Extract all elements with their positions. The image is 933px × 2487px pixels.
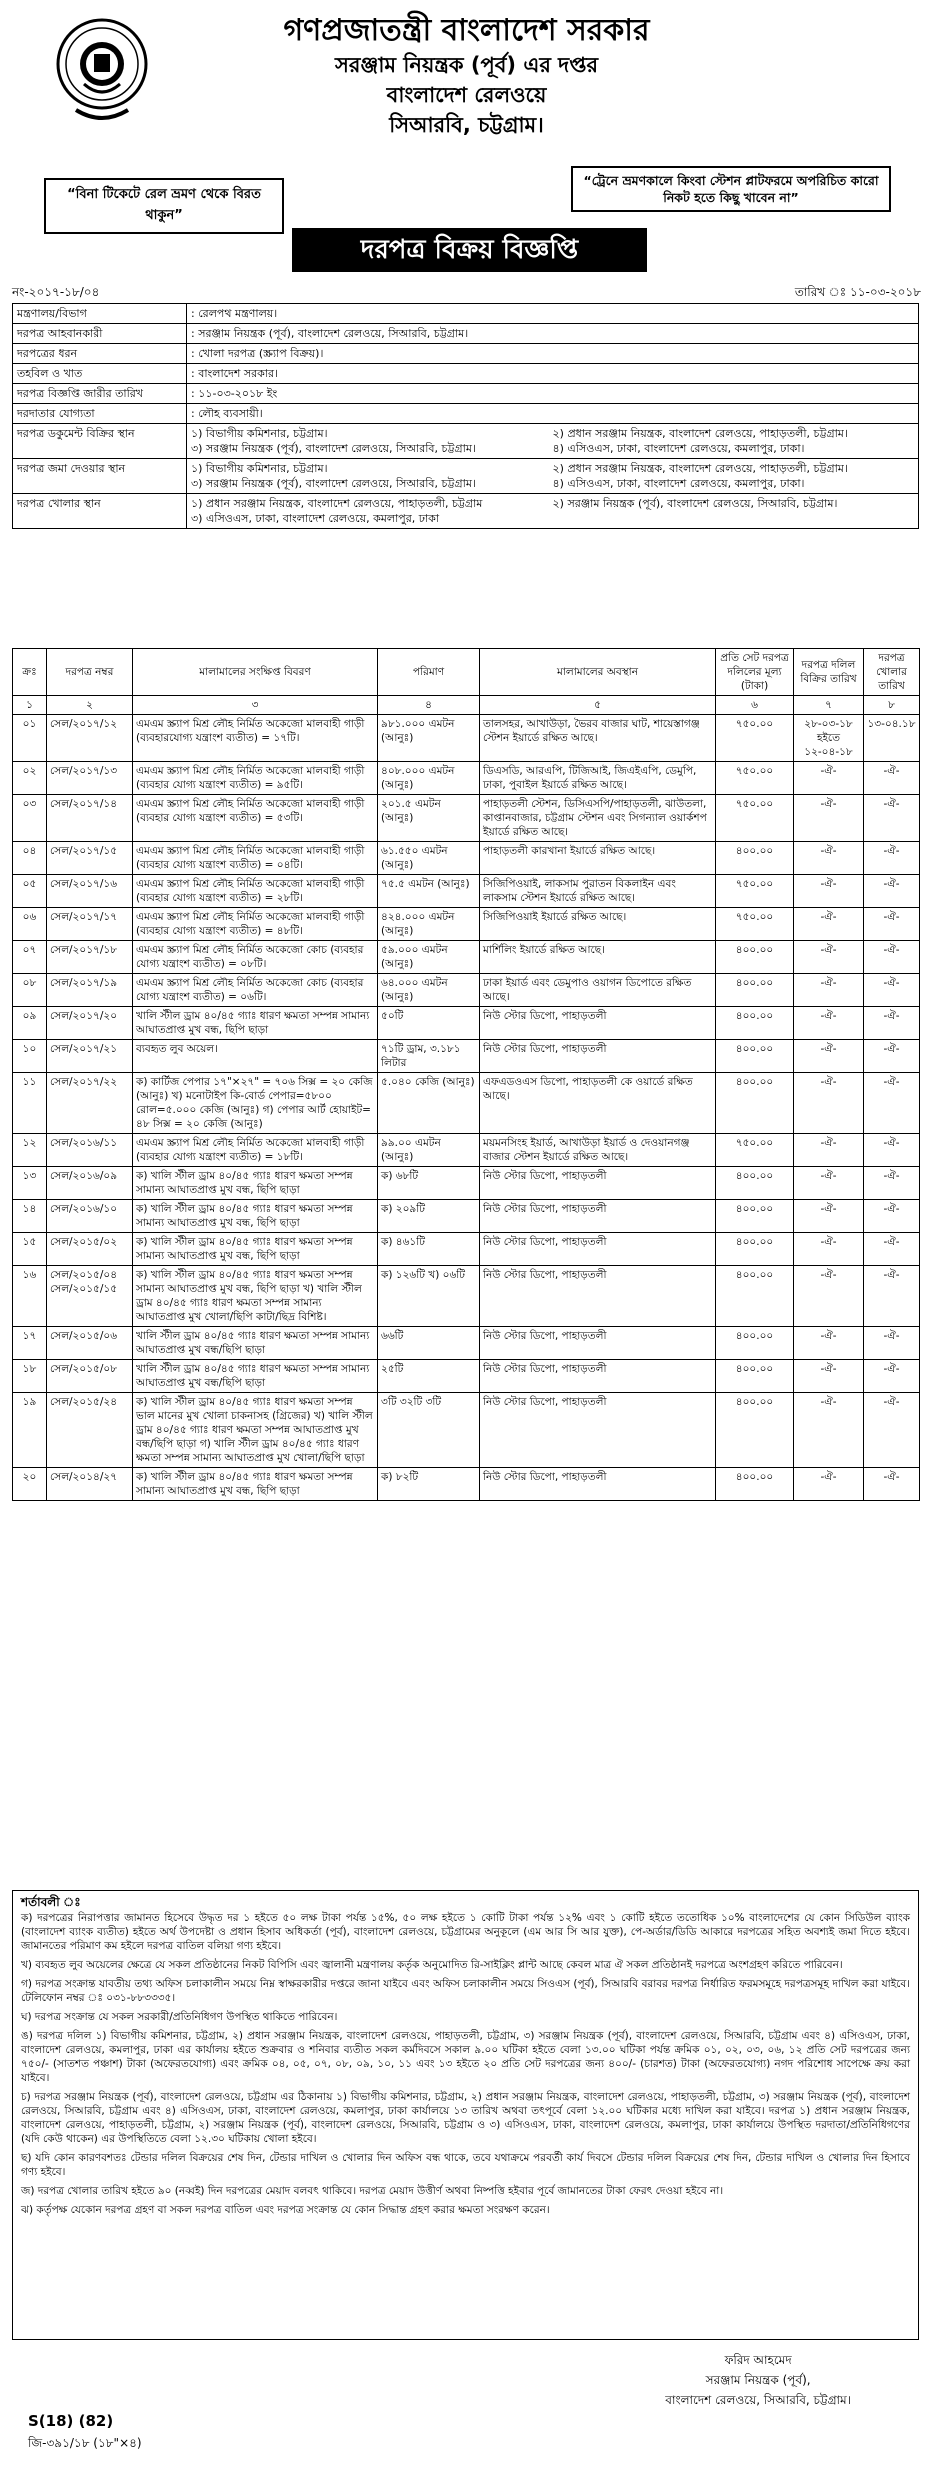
column-number: ৮	[864, 696, 920, 715]
table-row	[13, 715, 920, 762]
footer	[12, 2350, 921, 2480]
cell-quantity: ৬৬টি	[378, 1327, 480, 1360]
cell-tender-number: সেল/২০১৭/১৪	[47, 795, 133, 842]
signer-name: ফরিদ আহমেদ	[724, 2353, 792, 2367]
cell-serial: ১৭	[13, 1327, 47, 1360]
cell-sale-date: -ঐ-	[794, 1073, 864, 1134]
cell-description: এমএম স্ক্র্যাপ মিশ্র লৌহ নির্মিত অকেজো মালবাহী গাড়ী (ব্যবহার যোগ্য যন্ত্রাংশ ব্যতীত) = ৪৮টি।	[133, 908, 378, 941]
cell-tender-number: সেল/২০১৬/১০	[47, 1200, 133, 1233]
cell-document-price: ৪০০.০০	[716, 1167, 794, 1200]
cell-sale-date: -ঐ-	[794, 1233, 864, 1266]
cell-quantity: ৯৯.০০ এমটন (আনুঃ)	[378, 1134, 480, 1167]
cell-serial: ০৪	[13, 842, 47, 875]
column-number: ৭	[794, 696, 864, 715]
cell-opening-date: -ঐ-	[864, 795, 920, 842]
cell-location: নিউ স্টোর ডিপো, পাহাড়তলী	[480, 1360, 716, 1393]
cell-quantity: ক) ৮২টি	[378, 1468, 480, 1501]
cell-location: পাহাড়তলী স্টেশন, ডিসিএসপি/পাহাড়তলী, ঝাউতলা, কাপ্তানবাজার, চট্টগ্রাম স্টেশন এবং সিগন্যাল ওয়ার্কশপ ইয়ার্ডে রক্ষিত আছে।	[480, 795, 716, 842]
place-item: ২) প্রধান সরঞ্জাম নিয়ন্ত্রক, বাংলাদেশ রেলওয়ে, পাহাড়তলী, চট্টগ্রাম।	[552, 427, 848, 440]
cell-opening-date: -ঐ-	[864, 842, 920, 875]
places-right	[553, 426, 915, 456]
signer-office: বাংলাদেশ রেলওয়ে, সিআরবি, চট্টগ্রাম।	[665, 2393, 851, 2407]
table-row	[13, 762, 920, 795]
cell-tender-number: সেল/২০১৫/০২	[47, 1233, 133, 1266]
place-item: ৩) সরঞ্জাম নিয়ন্ত্রক (পূর্ব), বাংলাদেশ রেলওয়ে, সিআরবি, চট্টগ্রাম।	[191, 442, 476, 455]
conditions-title: শর্তাবলী ঃ	[21, 1895, 81, 1909]
cell-sale-date: -ঐ-	[794, 1007, 864, 1040]
info-row	[13, 404, 919, 424]
cell-quantity: ক) ১২৬টি খ) ০৬টি	[378, 1266, 480, 1327]
cell-tender-number: সেল/২০১৭/১৬	[47, 875, 133, 908]
condition-item: ক) দরপত্রের নিরাপত্তার জামানত হিসেবে উদ্ধৃত দর ১ হইতে ৫০ লক্ষ টাকা পর্যন্ত ১৫%, ৫০ লক্ষ হইতে ১ কোটি টাকা পর্যন্ত ১২% এবং ১ কোটি হইতে ততোধিক ১০% বাংলাদেশের যে কোন সিডিউল ব্যাংক (বাংলাদেশ ব্যাংক ব্যতীত) হইতে অর্থ উপদেষ্টা ও প্রধান হিসাব অধিকর্তা (পূর্ব), বাংলাদেশ রেলওয়ে, চট্টগ্রামের অনুকূলে (এম আর সি আর যুক্ত), পে-অর্ডার/ডিডি আকারে দরপত্রের সহিত অবশ্যই জমা দিতে হইবে। জামানতের পরিমাণ কম হইলে দরপত্র বাতিল বলিয়া গণ্য হইবে।	[21, 1912, 910, 1952]
cell-sale-date: -ঐ-	[794, 1393, 864, 1468]
place-item: ১) প্রধান সরঞ্জাম নিয়ন্ত্রক, বাংলাদেশ রেলওয়ে, পাহাড়তলী, চট্টগ্রাম	[191, 497, 483, 510]
cell-serial: ০৫	[13, 875, 47, 908]
cell-location: তালসহর, আখাউড়া, ভৈরব বাজার ঘাট, শায়েস্তাগঞ্জ স্টেশন ইয়ার্ডে রক্ষিত আছে।	[480, 715, 716, 762]
cell-serial: ০৩	[13, 795, 47, 842]
places-list	[191, 426, 914, 456]
table-row	[13, 1167, 920, 1200]
cell-tender-number: সেল/২০১৫/০৪ সেল/২০১৫/১৫	[47, 1266, 133, 1327]
column-number: ২	[47, 696, 133, 715]
cell-tender-number: সেল/২০১৭/২১	[47, 1040, 133, 1073]
cell-description: ক) খালি স্টীল ড্রাম ৪০/৪৫ গ্যাঃ ধারণ ক্ষমতা সম্পন্ন সামান্য আঘাতপ্রাপ্ত মুখ বন্ধ, ছিপি ছাড়া	[133, 1468, 378, 1501]
info-key: দরপত্রের ধরন	[13, 344, 187, 364]
cell-serial: ১০	[13, 1040, 47, 1073]
cell-quantity: ক) ৬৮টি	[378, 1167, 480, 1200]
cell-sale-date: -ঐ-	[794, 842, 864, 875]
table-row	[13, 1393, 920, 1468]
cell-tender-number: সেল/২০১৬/০৯	[47, 1167, 133, 1200]
place-item: ১) বিভাগীয় কমিশনার, চট্টগ্রাম।	[191, 462, 328, 475]
cell-description: খালি স্টীল ড্রাম ৪০/৪৫ গ্যাঃ ধারণ ক্ষমতা সম্পন্ন সামান্য আঘাতপ্রাপ্ত মুখ বন্ধ, ছিপি ছাড়া	[133, 1007, 378, 1040]
info-row-open-places	[13, 494, 919, 529]
cell-location: নিউ স্টোর ডিপো, পাহাড়তলী	[480, 1266, 716, 1327]
table-row	[13, 795, 920, 842]
cell-sale-date: -ঐ-	[794, 974, 864, 1007]
cell-description: এমএম স্ক্র্যাপ মিশ্র লৌহ নির্মিত অকেজো মালবাহী গাড়ী (ব্যবহার যোগ্য যন্ত্রাংশ ব্যতীত) = ২৮টি।	[133, 875, 378, 908]
cell-location: নিউ স্টোর ডিপো, পাহাড়তলী	[480, 1167, 716, 1200]
cell-quantity: ৭৫.৫ এমটন (আনুঃ)	[378, 875, 480, 908]
cell-quantity: ৫০টি	[378, 1007, 480, 1040]
cell-quantity: ৯৮১.০০০ এমটন (আনুঃ)	[378, 715, 480, 762]
place-item: ৩) এসিওএস, ঢাকা, বাংলাদেশ রেলওয়ে, কমলাপুর, ঢাকা	[191, 512, 440, 525]
cell-location: ডিএসডি, আরএপি, টিজিআই, জিএইএপি, ডেমুপি, ঢাকা, পুবাইল ইয়ার্ডে রক্ষিত আছে।	[480, 762, 716, 795]
cell-description: ব্যবহৃত লুব অয়েল।	[133, 1040, 378, 1073]
cell-tender-number: সেল/২০১৫/০৬	[47, 1327, 133, 1360]
cell-serial: ১৬	[13, 1266, 47, 1327]
cell-opening-date: -ঐ-	[864, 941, 920, 974]
cell-document-price: ৭৫০.০০	[716, 762, 794, 795]
cell-opening-date: -ঐ-	[864, 974, 920, 1007]
cell-sale-date: -ঐ-	[794, 908, 864, 941]
cell-sale-date: -ঐ-	[794, 1360, 864, 1393]
info-row	[13, 384, 919, 404]
table-row	[13, 1266, 920, 1327]
cell-quantity: ৫.০৪০ কেজি (আনুঃ)	[378, 1073, 480, 1134]
cell-description: ক) কার্টিজ পেপার ১৭"×২৭" = ৭০৬ সিক্স = ২০ কেজি (আনুঃ) খ) মনোটাইপ কি-বোর্ড পেপার=৫৮০০ রোল=৫.০০০ কেজি (আনুঃ) গ) পেপার আর্ট হোয়াইট= ৪৮ সিক্স = ২০ কেজি (আনুঃ)	[133, 1073, 378, 1134]
cell-tender-number: সেল/২০১৭/১৮	[47, 941, 133, 974]
column-number: ৩	[133, 696, 378, 715]
info-value: : রেলপথ মন্ত্রণালয়।	[187, 304, 919, 324]
info-value	[187, 424, 919, 459]
cell-document-price: ৪০০.০০	[716, 1073, 794, 1134]
cell-sale-date: -ঐ-	[794, 875, 864, 908]
cell-description: ক) খালি স্টীল ড্রাম ৪০/৪৫ গ্যাঃ ধারণ ক্ষমতা সম্পন্ন সামান্য আঘাতপ্রাপ্ত মুখ বন্ধ, ছিপি ছাড়া খ) খালি স্টীল ড্রাম ৪০/৪৫ গ্যাঃ ধারণ ক্ষমতা সম্পন্ন সামান্য আঘাতপ্রাপ্ত মুখ খোলা/ছিপি কাটা/ছিদ্র বিশিষ্ট।	[133, 1266, 378, 1327]
cell-location: সিজিপিওয়াই ইয়ার্ডে রক্ষিত আছে।	[480, 908, 716, 941]
condition-item: খ) ব্যবহৃত লুব অয়েলের ক্ষেত্রে যে সকল প্রতিষ্ঠানের নিকট বিপিসি এবং জ্বালানী মন্ত্রণালয় কর্তৃক অনুমোদিত রি-সাইক্লিং প্লান্ট আছে কেবল মাত্র ঐ সকল প্রতিষ্ঠানই দরপত্রে অংশগ্রহণ করিতে পারিবেন।	[21, 1959, 843, 1971]
cell-sale-date: -ঐ-	[794, 795, 864, 842]
table-row	[13, 875, 920, 908]
header-office-name: সরঞ্জাম নিয়ন্ত্রক (পূর্ব) এর দপ্তর	[334, 53, 599, 77]
cell-quantity: ক) ২০৯টি	[378, 1200, 480, 1233]
condition-item: ঙ) দরপত্র দলিল ১) বিভাগীয় কমিশনার, চট্টগ্রাম, ২) প্রধান সরঞ্জাম নিয়ন্ত্রক, বাংলাদেশ রেলওয়ে, পাহাড়তলী, চট্টগ্রাম, ৩) সরঞ্জাম নিয়ন্ত্রক (পূর্ব), বাংলাদেশ রেলওয়ে, সিআরবি, চট্টগ্রাম এবং ৪) এসিওএস, ঢাকা, বাংলাদেশ রেলওয়ে, কমলাপুর, ঢাকা এর কার্যালয় হইতে শুক্রবার ও শনিবার ব্যতীত সকল কর্মদিবসে সকাল ৯.০০ ঘটিকা হইতে বেলা ১৩.০০ ঘটিকা পর্যন্ত ক্রমিক ০১, ০২, ০৩, ০৬, ১২ প্রতি সেট দরপত্রের জন্য ৭৫০/- (সাতশত পঞ্চাশ) টাকা (অফেরতযোগ্য) এবং ক্রমিক ০৪, ০৫, ০৭, ০৮, ০৯, ১০, ১১ এবং ১৩ হইতে ২০ প্রতি সেট দরপত্রের জন্য ৪০০/- (চারশত) টাকা (অফেরতযোগ্য) নগদ পরিশোধ সাপেক্ষে ক্রয় করা যাইবে।	[21, 2030, 910, 2084]
place-item: ১) বিভাগীয় কমিশনার, চট্টগ্রাম।	[191, 427, 328, 440]
cell-description: এমএম স্ক্র্যাপ মিশ্র লৌহ নির্মিত অকেজো কোচ (ব্যবহার যোগ্য যন্ত্রাংশ ব্যতীত) = ০৮টি।	[133, 941, 378, 974]
cell-serial: ১২	[13, 1134, 47, 1167]
cell-description: এমএম স্ক্র্যাপ মিশ্র লৌহ নির্মিত অকেজো মালবাহী গাড়ী (ব্যবহার যোগ্য যন্ত্রাংশ ব্যতীত) = ১৮টি।	[133, 1134, 378, 1167]
condition-item: ঝ) কর্তৃপক্ষ যেকোন দরপত্র গ্রহণ বা সকল দরপত্র বাতিল এবং দরপত্র সংক্রান্ত যে কোন সিদ্ধান্ত গ্রহণ করার ক্ষমতা সংরক্ষণ করেন।	[21, 2204, 550, 2216]
cell-quantity: ক) ৪৬১টি	[378, 1233, 480, 1266]
table-row	[13, 974, 920, 1007]
cell-tender-number: সেল/২০১৭/১৯	[47, 974, 133, 1007]
places-left	[191, 496, 553, 526]
condition-item: ছ) যদি কোন কারণবশতঃ টেন্ডার দলিল বিক্রয়ের শেষ দিন, টেন্ডার দাখিল ও খোলার দিন অফিস বন্ধ থাকে, তবে যথাক্রমে পরবর্তী কার্য দিবসে টেন্ডার দলিল বিক্রয়ের শেষ দিন, টেন্ডার দাখিল ও খোলার দিন হিসাবে গণ্য হইবে।	[21, 2152, 910, 2178]
table-row	[13, 1073, 920, 1134]
reference-number: নং-২০১৭-১৮/০৪	[12, 285, 100, 299]
lots-table	[12, 648, 920, 1501]
header-organization: বাংলাদেশ রেলওয়ে	[386, 83, 547, 107]
cell-opening-date: -ঐ-	[864, 1134, 920, 1167]
cell-opening-date: -ঐ-	[864, 1468, 920, 1501]
info-value	[187, 494, 919, 529]
column-header: প্রতি সেট দরপত্র দলিলের মূল্য (টাকা)	[716, 649, 794, 696]
header-address: সিআরবি, চট্টগ্রাম।	[389, 113, 544, 137]
info-row-sale-places	[13, 424, 919, 459]
info-table	[12, 303, 919, 529]
column-number: ৪	[378, 696, 480, 715]
column-header: দরপত্র দলিল বিক্রির তারিখ	[794, 649, 864, 696]
cell-opening-date: -ঐ-	[864, 1233, 920, 1266]
info-value: : ১১-০৩-২০১৮ ইং	[187, 384, 919, 404]
table-row	[13, 941, 920, 974]
cell-quantity: ৫৯.০০০ এমটন (আনুঃ)	[378, 941, 480, 974]
cell-description: এমএম স্ক্র্যাপ মিশ্র লৌহ নির্মিত অকেজো মালবাহী গাড়ী (ব্যবহার যোগ্য যন্ত্রাংশ ব্যতীত) = ৫৩টি।	[133, 795, 378, 842]
notice-date: তারিখ ঃ ১১-০৩-২০১৮	[794, 285, 921, 299]
place-item: ৪) এসিওএস, ঢাকা, বাংলাদেশ রেলওয়ে, কমলাপুর, ঢাকা।	[552, 477, 805, 490]
cell-document-price: ৪০০.০০	[716, 1468, 794, 1501]
column-number: ১	[13, 696, 47, 715]
notice-box-left: “বিনা টিকেটে রেল ভ্রমণ থেকে বিরত থাকুন”	[44, 178, 284, 234]
cell-opening-date: -ঐ-	[864, 1393, 920, 1468]
cell-serial: ০৭	[13, 941, 47, 974]
places-right	[553, 461, 915, 491]
cell-opening-date: -ঐ-	[864, 1200, 920, 1233]
info-value: : সরঞ্জাম নিয়ন্ত্রক (পূর্ব), বাংলাদেশ রেলওয়ে, সিআরবি, চট্টগ্রাম।	[187, 324, 919, 344]
cell-description: খালি স্টীল ড্রাম ৪০/৪৫ গ্যাঃ ধারণ ক্ষমতা সম্পন্ন সামান্য আঘাতপ্রাপ্ত মুখ বন্ধ/ছিপি ছাড়া	[133, 1360, 378, 1393]
cell-sale-date: ২৮-০৩-১৮ হইতে ১২-০৪-১৮	[794, 715, 864, 762]
cell-serial: ১১	[13, 1073, 47, 1134]
cell-document-price: ৭৫০.০০	[716, 908, 794, 941]
cell-document-price: ৪০০.০০	[716, 1007, 794, 1040]
cell-tender-number: সেল/২০১৭/১৩	[47, 762, 133, 795]
header-government-title: গণপ্রজাতন্ত্রী বাংলাদেশ সরকার	[283, 13, 650, 48]
condition-item: ঘ) দরপত্র সংক্রান্ত যে সকল সরকারী/প্রতিনিধিগণ উপস্থিত থাকিতে পারিবেন।	[21, 2011, 338, 2023]
cell-location: ঢাকা ইয়ার্ড এবং ডেমুপাও ওয়াগন ডিপোতে রক্ষিত আছে।	[480, 974, 716, 1007]
cell-document-price: ৪০০.০০	[716, 1393, 794, 1468]
table-row	[13, 842, 920, 875]
cell-location: সিজিপিওয়াই, লাকসাম পুরাতন বিকলাইন এবং লাকসাম স্টেশন ইয়ার্ডে রক্ষিত আছে।	[480, 875, 716, 908]
cell-sale-date: -ঐ-	[794, 1040, 864, 1073]
cell-opening-date: -ঐ-	[864, 1007, 920, 1040]
condition-item: গ) দরপত্র সংক্রান্ত যাবতীয় তথ্য অফিস চলাকালীন সময়ে নিম্ন স্বাক্ষরকারীর দপ্তরে জানা যাইবে এবং অফিস চলাকালীন সময়ে সিওএস (পূর্ব), সিআরবি বরাবর দরপত্র নির্ধারিত ফরমসমূহে দরপত্রসমূহ দাখিল করা যাইবে। টেলিফোন নম্বর ঃ ০৩১-৮৮৩৩৩৫।	[21, 1978, 910, 2004]
info-row	[13, 364, 919, 384]
table-row	[13, 1007, 920, 1040]
cell-document-price: ৪০০.০০	[716, 941, 794, 974]
place-item: ৩) সরঞ্জাম নিয়ন্ত্রক (পূর্ব), বাংলাদেশ রেলওয়ে, সিআরবি, চট্টগ্রাম।	[191, 477, 476, 490]
info-value: : লৌহ ব্যবসায়ী।	[187, 404, 919, 424]
place-item: ৪) এসিওএস, ঢাকা, বাংলাদেশ রেলওয়ে, কমলাপুর, ঢাকা।	[552, 442, 805, 455]
cell-location: নিউ স্টোর ডিপো, পাহাড়তলী	[480, 1393, 716, 1468]
column-header: মালামালের সংক্ষিপ্ত বিবরণ	[133, 649, 378, 696]
info-key: দরপত্র খোলার স্থান	[13, 494, 187, 529]
condition-item: চ) দরপত্র সরঞ্জাম নিয়ন্ত্রক (পূর্ব), বাংলাদেশ রেলওয়ে, চট্টগ্রাম এর ঠিকানায় ১) বিভাগীয় কমিশনার, চট্টগ্রাম, ২) প্রধান সরঞ্জাম নিয়ন্ত্রক, বাংলাদেশ রেলওয়ে, পাহাড়তলী, চট্টগ্রাম, ৩) সরঞ্জাম নিয়ন্ত্রক (পূর্ব), বাংলাদেশ রেলওয়ে, সিআরবি, চট্টগ্রাম এবং ৪) এসিওএস, ঢাকা, বাংলাদেশ রেলওয়ে, কমলাপুর, ঢাকা কার্যালয়ে ১৩ তারিখ অথবা তৎপূর্বে বেলা ১২.০০ ঘটিকার মধ্যে দাখিল করা যাইবে। দরপত্র ১) প্রধান সরঞ্জাম নিয়ন্ত্রক, বাংলাদেশ রেলওয়ে, পাহাড়তলী, চট্টগ্রাম, ২) সরঞ্জাম নিয়ন্ত্রক (পূর্ব), বাংলাদেশ রেলওয়ে, সিআরবি, চট্টগ্রাম ও ৩) এসিওএস, ঢাকা, বাংলাদেশ রেলওয়ে, কমলাপুর, ঢাকা কার্যালয়ে উপস্থিত দরদাতা/প্রতিনিধিগণের (যদি কেউ থাকেন) এর উপস্থিতিতে বেলা ১২.৩০ ঘটিকায় খোলা হইবে।	[21, 2091, 910, 2145]
cell-sale-date: -ঐ-	[794, 1134, 864, 1167]
cell-description: খালি স্টীল ড্রাম ৪০/৪৫ গ্যাঃ ধারণ ক্ষমতা সম্পন্ন সামান্য আঘাতপ্রাপ্ত মুখ বন্ধ/ছিপি ছাড়া	[133, 1327, 378, 1360]
cell-description: ক) খালি স্টীল ড্রাম ৪০/৪৫ গ্যাঃ ধারণ ক্ষমতা সম্পন্ন ভাল মানের মুখ খোলা চাকনাসহ (গ্রিজের) খ) খালি স্টীল ড্রাম ৪০/৪৫ গ্যাঃ ধারণ ক্ষমতা সম্পন্ন আঘাতপ্রাপ্ত মুখ বন্ধ/ছিপি ছাড়া গ) খালি স্টীল ড্রাম ৪০/৪৫ গ্যাঃ ধারণ ক্ষমতা সম্পন্ন সামান্য আঘাতপ্রাপ্ত মুখ খোলা/ছিপি ছাড়া	[133, 1393, 378, 1468]
cell-sale-date: -ঐ-	[794, 1327, 864, 1360]
cell-quantity: ৬৪.০০০ এমটন (আনুঃ)	[378, 974, 480, 1007]
column-number: ৫	[480, 696, 716, 715]
cell-location: নিউ স্টোর ডিপো, পাহাড়তলী	[480, 1007, 716, 1040]
cell-quantity: ৪০৮.০০০ এমটন (আনুঃ)	[378, 762, 480, 795]
info-key: দরপত্র বিজ্ঞপ্তি জারীর তারিখ	[13, 384, 187, 404]
notice-box-right: “ট্রেনে ভ্রমণকালে কিংবা স্টেশন প্লাটফরমে অপরিচিত কারো নিকট হতে কিছু খাবেন না”	[571, 166, 891, 212]
cell-sale-date: -ঐ-	[794, 1167, 864, 1200]
notice-banner: দরপত্র বিক্রয় বিজ্ঞপ্তি	[292, 228, 647, 272]
cell-quantity: ৩টি ৩২টি ৩টি	[378, 1393, 480, 1468]
table-row	[13, 1233, 920, 1266]
cell-document-price: ৪০০.০০	[716, 1040, 794, 1073]
info-key: তহবিল ও খাত	[13, 364, 187, 384]
conditions-section	[12, 1890, 919, 2340]
cell-tender-number: সেল/২০১৭/১২	[47, 715, 133, 762]
column-header: দরপত্র খোলার তারিখ	[864, 649, 920, 696]
cell-description: ক) খালি স্টীল ড্রাম ৪০/৪৫ গ্যাঃ ধারণ ক্ষমতা সম্পন্ন সামান্য আঘাতপ্রাপ্ত মুখ বন্ধ, ছিপি ছাড়া	[133, 1233, 378, 1266]
info-value: : খোলা দরপত্র (স্ক্র্যাপ বিক্রয়)।	[187, 344, 919, 364]
cell-tender-number: সেল/২০১৫/২৪	[47, 1393, 133, 1468]
info-key: দরপত্র জমা দেওয়ার স্থান	[13, 459, 187, 494]
cell-serial: ০৬	[13, 908, 47, 941]
cell-location: পাহাড়তলী কারখানা ইয়ার্ডে রক্ষিত আছে।	[480, 842, 716, 875]
cell-description: ক) খালি স্টীল ড্রাম ৪০/৪৫ গ্যাঃ ধারণ ক্ষমতা সম্পন্ন সামান্য আঘাতপ্রাপ্ত মুখ বন্ধ, ছিপি ছাড়া	[133, 1200, 378, 1233]
places-right	[553, 496, 915, 526]
cell-quantity: ৭১টি ড্রাম, ৩.১৮১ লিটার	[378, 1040, 480, 1073]
table-row	[13, 908, 920, 941]
cell-opening-date: -ঐ-	[864, 1073, 920, 1134]
cell-opening-date: -ঐ-	[864, 1040, 920, 1073]
cell-location: ময়মনসিংহ ইয়ার্ড, আখাউড়া ইয়ার্ড ও দেওয়ানগঞ্জ বাজার স্টেশন ইয়ার্ডে রক্ষিত আছে।	[480, 1134, 716, 1167]
cell-quantity: ৪২৪.০০০ এমটন (আনুঃ)	[378, 908, 480, 941]
cell-document-price: ৭৫০.০০	[716, 875, 794, 908]
cell-tender-number: সেল/২০১৭/১৫	[47, 842, 133, 875]
column-number: ৬	[716, 696, 794, 715]
table-header-row	[13, 649, 920, 696]
info-key: দরদাতার যোগ্যতা	[13, 404, 187, 424]
condition-item: জ) দরপত্র খোলার তারিখ হইতে ৯০ (নব্বই) দিন দরপত্রের মেয়াদ বলবৎ থাকিবে। দরপত্র মেয়াদ উত্তীর্ণ অথবা নিষ্পত্তি হইবার পূর্বে জামানতের টাকা ফেরৎ দেওয়া হইবে না।	[21, 2185, 724, 2197]
cell-description: ক) খালি স্টীল ড্রাম ৪০/৪৫ গ্যাঃ ধারণ ক্ষমতা সম্পন্ন সামান্য আঘাতপ্রাপ্ত মুখ বন্ধ, ছিপি ছাড়া	[133, 1167, 378, 1200]
cell-location: এফএডওএস ডিপো, পাহাড়তলী কে ওয়ার্ডে রক্ষিত আছে।	[480, 1073, 716, 1134]
header	[14, 8, 919, 223]
cell-location: মার্শিলিং ইয়ার্ডে রক্ষিত আছে।	[480, 941, 716, 974]
cell-sale-date: -ঐ-	[794, 941, 864, 974]
print-code: S(18) (82)	[28, 2412, 114, 2430]
cell-location: নিউ স্টোর ডিপো, পাহাড়তলী	[480, 1233, 716, 1266]
cell-sale-date: -ঐ-	[794, 1266, 864, 1327]
cell-document-price: ৪০০.০০	[716, 974, 794, 1007]
info-key: দরপত্র ডকুমেন্ট বিক্রির স্থান	[13, 424, 187, 459]
column-header: ক্রঃ	[13, 649, 47, 696]
cell-document-price: ৪০০.০০	[716, 842, 794, 875]
cell-quantity: ২০১.৫ এমটন (আনুঃ)	[378, 795, 480, 842]
cell-serial: ১৪	[13, 1200, 47, 1233]
cell-document-price: ৪০০.০০	[716, 1233, 794, 1266]
cell-opening-date: -ঐ-	[864, 1266, 920, 1327]
table-row	[13, 1040, 920, 1073]
cell-document-price: ৪০০.০০	[716, 1266, 794, 1327]
cell-location: নিউ স্টোর ডিপো, পাহাড়তলী	[480, 1200, 716, 1233]
cell-opening-date: -ঐ-	[864, 908, 920, 941]
place-item: ২) সরঞ্জাম নিয়ন্ত্রক (পূর্ব), বাংলাদেশ রেলওয়ে, সিআরবি, চট্টগ্রাম।	[552, 497, 838, 510]
print-reference: জি-৩৯১/১৮ (১৮"×৪)	[28, 2436, 142, 2450]
table-row	[13, 1327, 920, 1360]
cell-serial: ১৫	[13, 1233, 47, 1266]
cell-opening-date: -ঐ-	[864, 1327, 920, 1360]
cell-document-price: ৭৫০.০০	[716, 795, 794, 842]
cell-description: এমএম স্ক্র্যাপ মিশ্র লৌহ নির্মিত অকেজো কোচ (ব্যবহার যোগ্য যন্ত্রাংশ ব্যতীত) = ০৬টি।	[133, 974, 378, 1007]
cell-opening-date: -ঐ-	[864, 875, 920, 908]
cell-tender-number: সেল/২০১৪/২৭	[47, 1468, 133, 1501]
cell-location: নিউ স্টোর ডিপো, পাহাড়তলী	[480, 1327, 716, 1360]
info-value	[187, 459, 919, 494]
column-number-row	[13, 696, 920, 715]
cell-tender-number: সেল/২০১৭/২২	[47, 1073, 133, 1134]
cell-sale-date: -ঐ-	[794, 762, 864, 795]
places-list	[191, 496, 914, 526]
column-header: মালামালের অবস্থান	[480, 649, 716, 696]
column-header: দরপত্র নম্বর	[47, 649, 133, 696]
cell-tender-number: সেল/২০১৬/১১	[47, 1134, 133, 1167]
cell-serial: ১৩	[13, 1167, 47, 1200]
cell-tender-number: সেল/২০১৭/২০	[47, 1007, 133, 1040]
cell-document-price: ৭৫০.০০	[716, 1134, 794, 1167]
cell-sale-date: -ঐ-	[794, 1468, 864, 1501]
info-row-deposit-places	[13, 459, 919, 494]
cell-opening-date: -ঐ-	[864, 1167, 920, 1200]
column-header: পরিমাণ	[378, 649, 480, 696]
cell-opening-date: ১৩-০৪.১৮	[864, 715, 920, 762]
places-left	[191, 426, 553, 456]
place-item: ২) প্রধান সরঞ্জাম নিয়ন্ত্রক, বাংলাদেশ রেলওয়ে, পাহাড়তলী, চট্টগ্রাম।	[552, 462, 848, 475]
info-row	[13, 324, 919, 344]
cell-opening-date: -ঐ-	[864, 1360, 920, 1393]
cell-location: নিউ স্টোর ডিপো, পাহাড়তলী	[480, 1040, 716, 1073]
info-row	[13, 304, 919, 324]
cell-tender-number: সেল/২০১৭/১৭	[47, 908, 133, 941]
cell-quantity: ৬১.৫৫০ এমটন (আনুঃ)	[378, 842, 480, 875]
cell-serial: ০৯	[13, 1007, 47, 1040]
table-row	[13, 1134, 920, 1167]
cell-description: এমএম স্ক্র্যাপ মিশ্র লৌহ নির্মিত অকেজো মালবাহী গাড়ী (ব্যবহারযোগ্য যন্ত্রাংশ ব্যতীত) = ১৭টি।	[133, 715, 378, 762]
cell-serial: ১৯	[13, 1393, 47, 1468]
info-value: : বাংলাদেশ সরকার।	[187, 364, 919, 384]
cell-serial: ০২	[13, 762, 47, 795]
cell-serial: ১৮	[13, 1360, 47, 1393]
info-key: দরপত্র আহবানকারী	[13, 324, 187, 344]
info-row	[13, 344, 919, 364]
table-row	[13, 1200, 920, 1233]
cell-quantity: ২৫টি	[378, 1360, 480, 1393]
info-key: মন্ত্রণালয়/বিভাগ	[13, 304, 187, 324]
cell-document-price: ৪০০.০০	[716, 1360, 794, 1393]
table-row	[13, 1360, 920, 1393]
cell-description: এমএম স্ক্র্যাপ মিশ্র লৌহ নির্মিত অকেজো মালবাহী গাড়ী (ব্যবহার যোগ্য যন্ত্রাংশ ব্যতীত) = ০৪টি।	[133, 842, 378, 875]
reference-row	[12, 284, 921, 304]
table-row	[13, 1468, 920, 1501]
signer-title: সরঞ্জাম নিয়ন্ত্রক (পূর্ব),	[705, 2373, 811, 2387]
cell-sale-date: -ঐ-	[794, 1200, 864, 1233]
cell-tender-number: সেল/২০১৫/০৮	[47, 1360, 133, 1393]
cell-document-price: ৪০০.০০	[716, 1200, 794, 1233]
cell-document-price: ৭৫০.০০	[716, 715, 794, 762]
cell-location: নিউ স্টোর ডিপো, পাহাড়তলী	[480, 1468, 716, 1501]
signature-block	[665, 2350, 851, 2410]
cell-document-price: ৪০০.০০	[716, 1327, 794, 1360]
cell-serial: ২০	[13, 1468, 47, 1501]
cell-opening-date: -ঐ-	[864, 762, 920, 795]
places-left	[191, 461, 553, 491]
places-list	[191, 461, 914, 491]
cell-serial: ০৮	[13, 974, 47, 1007]
cell-description: এমএম স্ক্র্যাপ মিশ্র লৌহ নির্মিত অকেজো মালবাহী গাড়ী (ব্যবহার যোগ্য যন্ত্রাংশ ব্যতীত) = ৯৫টি।	[133, 762, 378, 795]
cell-serial: ০১	[13, 715, 47, 762]
